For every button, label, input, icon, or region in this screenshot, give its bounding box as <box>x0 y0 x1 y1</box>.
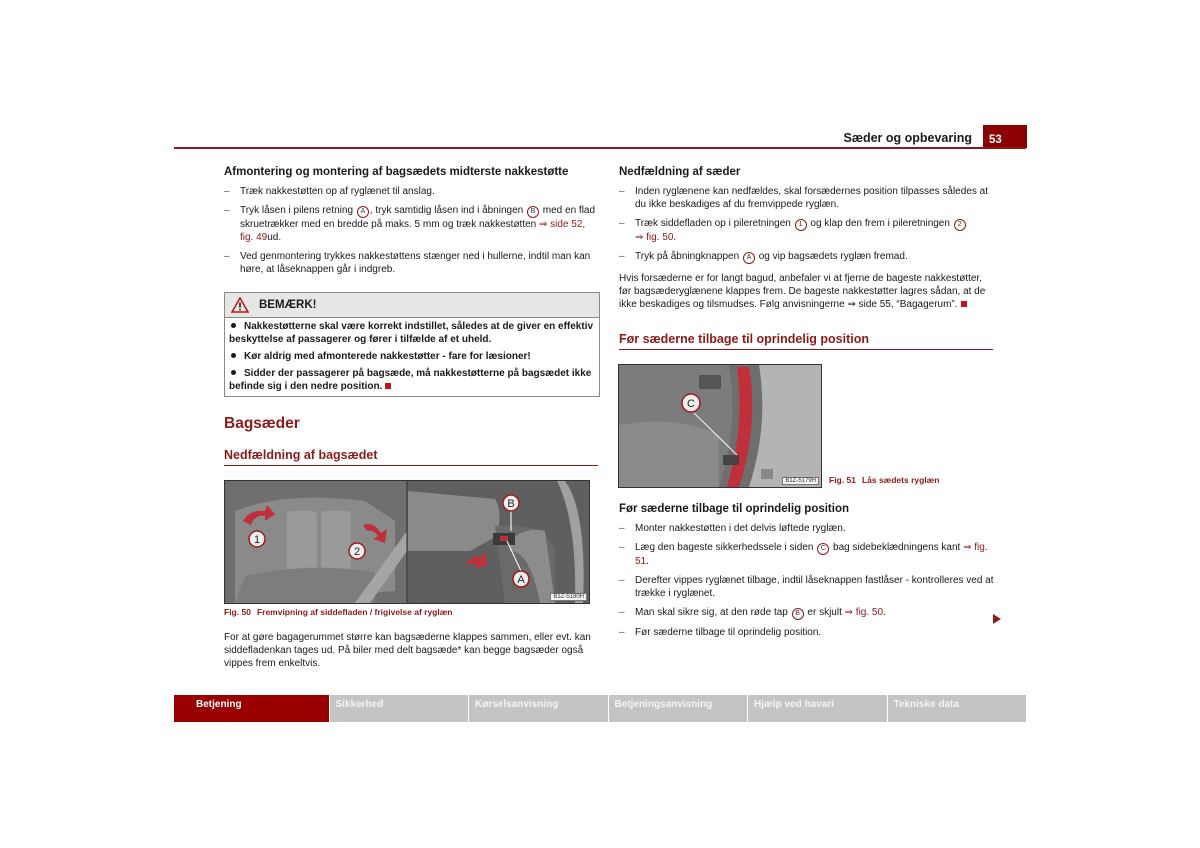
subsection-title: Nedfældning af bagsædet <box>224 448 598 466</box>
warning-item: Sidder der passagerer på bagsæde, må nakkestøtterne på bagsædet ikke befinde sig i den nedre position. <box>229 368 592 392</box>
figure-51-caption: Fig. 51 Lås sædets ryglæn <box>829 475 940 485</box>
nav-tab-hjaelp-ved-havari[interactable]: Hjælp ved havari <box>748 695 887 722</box>
step-item: – Læg den bageste sikkerhedssele i siden C bag sidebeklædningens kant ⇒ fig. 51. <box>619 541 999 568</box>
warning-header <box>225 293 599 318</box>
headrest-section <box>224 166 598 282</box>
chapter-title: Sæder og opbevaring <box>843 131 972 145</box>
headrest-steps <box>224 185 598 276</box>
callout-2-icon: 2 <box>954 219 966 231</box>
warning-item: Nakkestøtterne skal være korrekt indstillet, således at de giver en effektiv beskyttelse af passagerer og fører i tilfælde af et uheld. <box>229 321 594 345</box>
step-item: – Træk siddefladen op i pileretningen 1 og klap den frem i pileretningen 2 ⇒ fig. 50. <box>619 217 993 244</box>
callout-b-icon: B <box>792 608 804 620</box>
svg-text:1: 1 <box>253 534 261 546</box>
warning-box <box>224 292 600 397</box>
nav-tab-korselsanvisning[interactable]: Kørselsanvisning <box>469 695 608 722</box>
section-title: Bagsæder <box>224 415 300 432</box>
headrest-storage-paragraph: Hvis forsæderne er for langt bagud, anbefaler vi at fjerne de bageste nakkestøtter, før bagsæderyglænene klappes frem. De bageste nakkestøtter lagres sådan, at de ikke beskadiges og tilsmudses. Følg anvisningerne ⇒ side 55, “Bagagerum”. <box>619 273 986 310</box>
headrest-heading: Afmontering og montering af bagsædets midterste nakkestøtte <box>224 166 569 178</box>
svg-text:B: B <box>507 498 515 510</box>
chapter-nav <box>174 695 1026 722</box>
step-item: – Man skal sikre sig, at den røde tap B er skjult ⇒ fig. 50. <box>619 606 999 620</box>
svg-text:A: A <box>517 574 525 586</box>
bullet-icon <box>231 353 236 358</box>
fold-section <box>619 166 993 311</box>
figure-code: B1Z-5180H <box>550 593 587 601</box>
seatbelt-illustration <box>619 365 821 487</box>
callout-a-icon: A <box>357 206 369 218</box>
restore-steps <box>619 522 999 639</box>
page-number: 53 <box>983 125 1027 148</box>
header-divider <box>174 147 1026 149</box>
step-item: – Derefter vippes ryglænet tilbage, indtil låseknappen fastlåser - kontrolleres ved at trække i ryglænet. <box>619 574 999 600</box>
callout-1-icon: 1 <box>795 219 807 231</box>
continue-arrow-icon[interactable] <box>993 614 1001 624</box>
warning-item: Kør aldrig med afmonterede nakkestøtter - fare for læsioner! <box>229 350 595 363</box>
step-item: – Inden ryglænene kan nedfældes, skal forsædernes position tilpasses således at du ikke beskadiges af du fremvippede ryglæn. <box>619 185 993 211</box>
restore-heading: Før sæderne tilbage til oprindelig position <box>619 503 850 515</box>
step-item: – Tryk låsen i pilens retning A , tryk samtidig låsen ind i åbningen B med en flad skruetrækker med en bredde på maks. 5 mm og træk nakkestøtten ⇒ side 52, fig. 49ud. <box>224 204 598 244</box>
seat-illustration <box>225 481 589 603</box>
nav-tab-betjening[interactable]: Betjening <box>174 695 329 722</box>
svg-text:2: 2 <box>353 546 361 558</box>
nav-tab-sikkerhed[interactable]: Sikkerhed <box>330 695 469 722</box>
rear-seat-paragraph: For at gøre bagagerummet større kan bagsæderne klappes sammen, eller evt. kan siddefladenkan tages ud. På biler med delt bagsæde* kan begge bagsæder også vippes frem enkeltvis. <box>224 632 591 669</box>
cross-reference-link[interactable]: ⇒ side 52, fig. 49 <box>240 219 586 243</box>
step-item: – Monter nakkestøtten i det delvis løftede ryglæn. <box>619 522 999 535</box>
restore-section <box>619 503 999 645</box>
step-item: – Træk nakkestøtten op af ryglænet til anslag. <box>224 185 598 198</box>
cross-reference-link[interactable]: ⇒ fig. 51 <box>635 542 988 567</box>
bullet-icon <box>231 323 236 328</box>
figure-50 <box>224 480 590 604</box>
svg-text:C: C <box>687 398 695 410</box>
step-item: – Tryk på åbningknappen A og vip bagsædets ryglæn fremad. <box>619 250 993 264</box>
end-of-section-icon <box>961 301 967 307</box>
nav-tab-betjeningsanvisning[interactable]: Betjeningsanvisning <box>609 695 748 722</box>
callout-a-icon: A <box>743 252 755 264</box>
bullet-icon <box>231 370 236 375</box>
end-of-section-icon <box>385 383 391 389</box>
warning-triangle-icon <box>231 297 249 313</box>
callout-c-icon: C <box>817 543 829 555</box>
fold-steps <box>619 185 993 264</box>
figure-50-caption: Fig. 50 Fremvipning af siddefladen / frigivelse af ryglæn <box>224 607 453 617</box>
callout-b-icon: B <box>527 206 539 218</box>
nav-tab-tekniske-data[interactable]: Tekniske data <box>888 695 1027 722</box>
fold-heading: Nedfældning af sæder <box>619 166 741 178</box>
step-item: – Før sæderne tilbage til oprindelig position. <box>619 626 999 639</box>
subsection-title-restore: Før sæderne tilbage til oprindelig position <box>619 332 993 350</box>
figure-51 <box>618 364 822 488</box>
cross-reference-link[interactable]: ⇒ fig. 50 <box>844 607 884 618</box>
warning-body <box>225 318 599 396</box>
cross-reference-link[interactable]: ⇒ fig. 50 <box>635 232 674 243</box>
step-item: – Ved genmontering trykkes nakkestøttens stænger ned i hullerne, indtil man kan høre, at låseknappen går i indgreb. <box>224 250 598 276</box>
warning-title: BEMÆRK! <box>259 299 317 311</box>
figure-code: B1Z-5179H <box>782 477 819 485</box>
